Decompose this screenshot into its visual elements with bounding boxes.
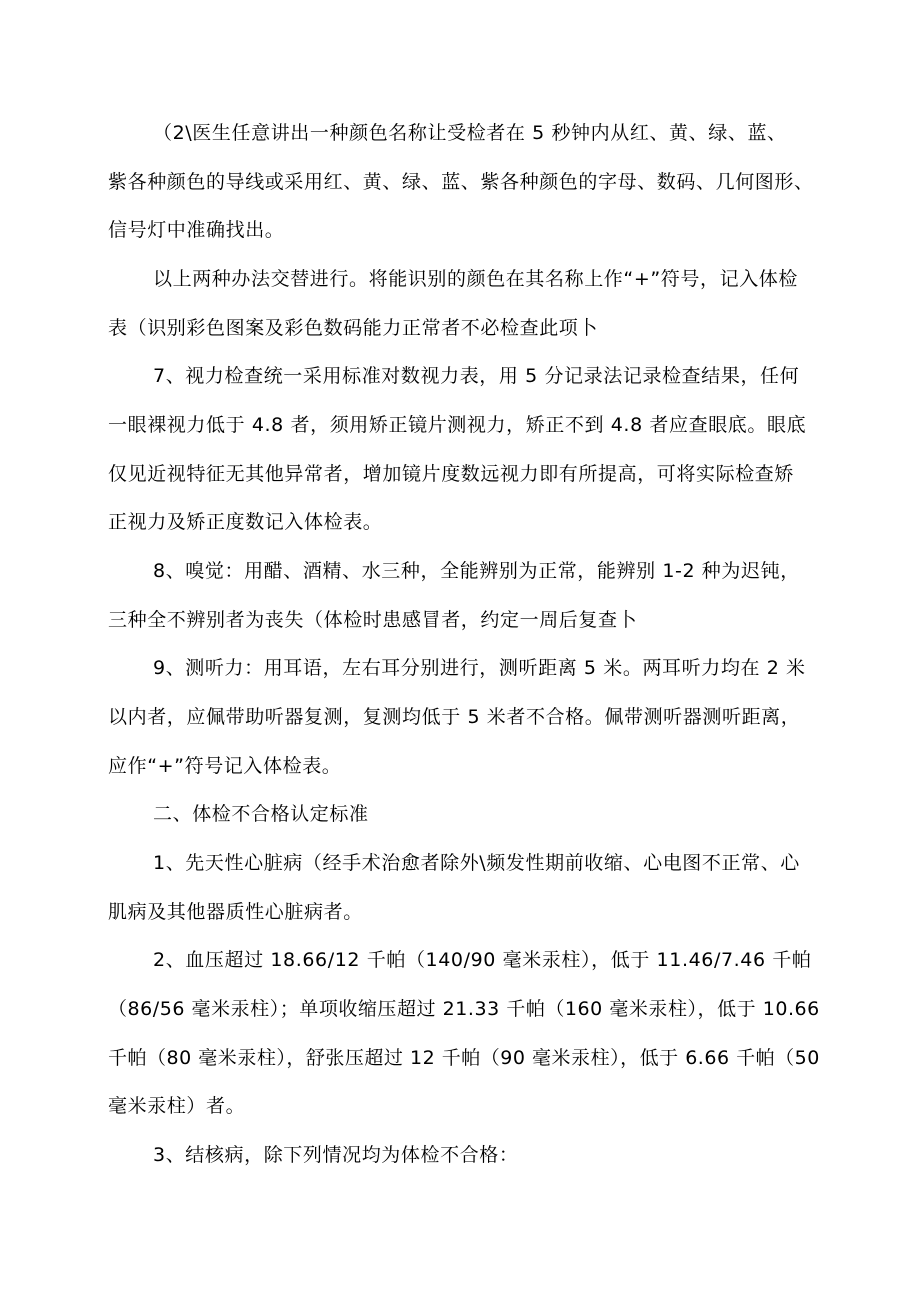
text-line: 表（识别彩色图案及彩色数码能力正常者不必检查此项卜 xyxy=(108,317,599,339)
text-line: 紫各种颜色的导线或采用红、黄、绿、蓝、紫各种颜色的字母、数码、几何图形、 xyxy=(108,171,814,193)
text-line: 应作“+”符号记入体检表。 xyxy=(108,755,342,777)
text-line: 8、嗅觉：用醋、酒精、水三种，全能辨别为正常，能辨别 1-2 种为迟钝， xyxy=(153,560,800,582)
section-heading: 二、体检不合格认定标准 xyxy=(153,803,369,825)
text-line: 千帕（80 毫米汞柱），舒张压超过 12 千帕（90 毫米汞柱），低于 6.66 千帕（50 xyxy=(108,1047,820,1069)
text-line: 3、结核病，除下列情况均为体检不合格： xyxy=(153,1144,519,1166)
text-line: 2、血压超过 18.66/12 千帕（140/90 毫米汞柱），低于 11.46/7.46 千帕 xyxy=(153,949,812,971)
text-line: （2\医生任意讲出一种颜色名称让受检者在 5 秒钟内从红、黄、绿、蓝、 xyxy=(153,122,787,144)
text-line: 以上两种办法交替进行。将能识别的颜色在其名称上作“+”符号，记入体检 xyxy=(153,268,799,290)
text-line: 正视力及矫正度数记入体检表。 xyxy=(108,511,383,533)
text-line: 毫米汞柱）者。 xyxy=(108,1095,246,1117)
text-line: 信号灯中准确找出。 xyxy=(108,219,285,241)
text-line: 以内者，应佩带助听器复测，复测均低于 5 米者不合格。佩带测听器测听距离， xyxy=(108,706,801,728)
text-line: 7、视力检查统一采用标准对数视力表，用 5 分记录法记录检查结果，任何 xyxy=(153,365,800,387)
text-line: 三种全不辨别者为丧失（体检时患感冒者，约定一周后复查卜 xyxy=(108,609,638,631)
text-line: 一眼裸视力低于 4.8 者，须用矫正镜片测视力，矫正不到 4.8 者应查眼底。眼底 xyxy=(108,414,807,436)
text-line: 仅见近视特征无其他异常者，增加镜片度数远视力即有所提高，可将实际检查矫 xyxy=(108,463,795,485)
text-line: 1、先天性心脏病（经手术治愈者除外\频发性期前收缩、心电图不正常、心 xyxy=(153,852,800,874)
text-line: （86/56 毫米汞柱）；单项收缩压超过 21.33 千帕（160 毫米汞柱），低于 10.66 xyxy=(108,998,820,1020)
text-line: 9、测听力：用耳语，左右耳分别进行，测听距离 5 米。两耳听力均在 2 米 xyxy=(153,657,806,679)
text-line: 肌病及其他器质性心脏病者。 xyxy=(108,901,363,923)
